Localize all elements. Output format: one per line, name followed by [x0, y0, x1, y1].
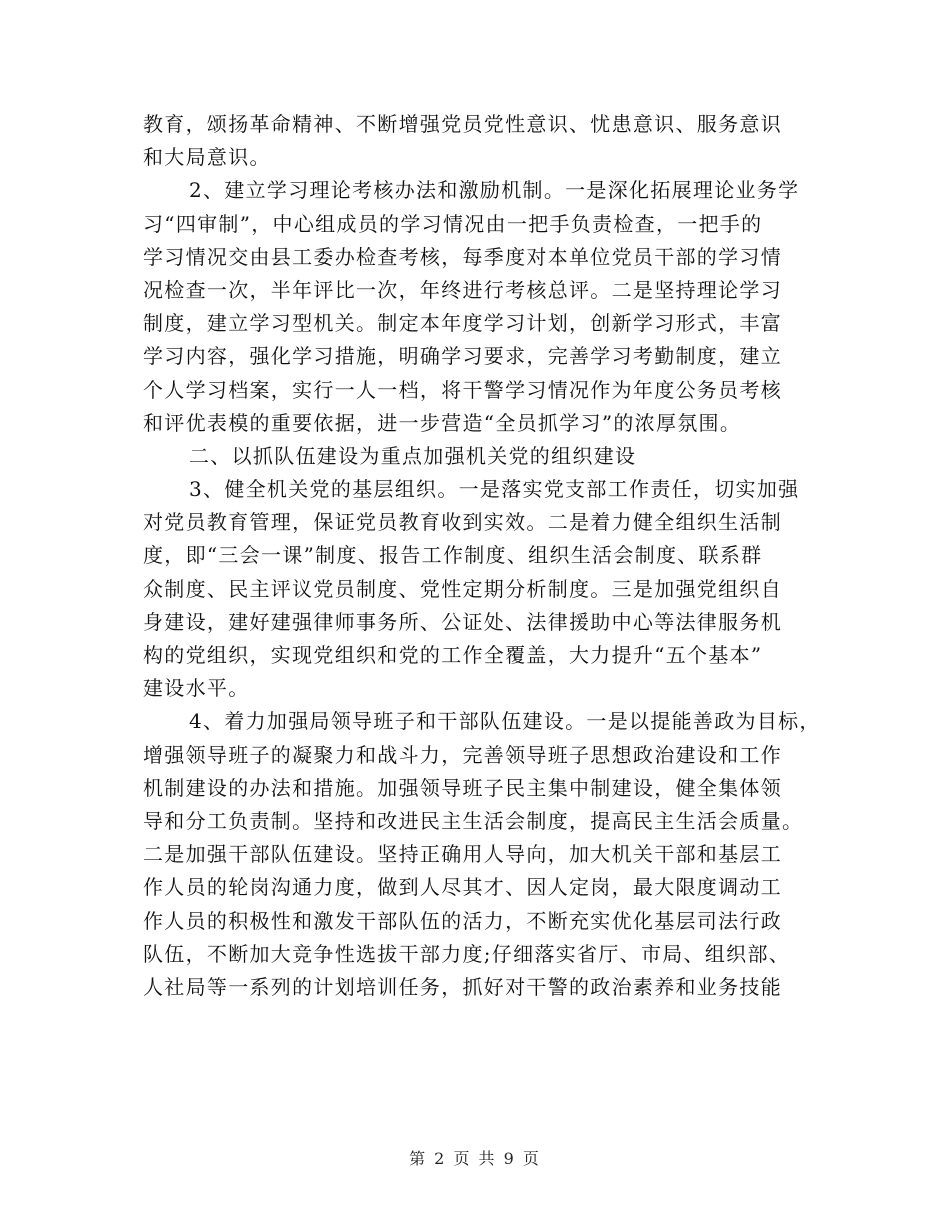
paragraph-item-2: [143, 174, 815, 440]
document-body: [143, 108, 821, 1004]
text-line: 教育，颂扬革命精神、不断增强党员党性意识、忧患意识、服务意识: [143, 112, 782, 136]
text-line: 导和分工负责制。坚持和改进民主生活会制度，提高民主生活会质量。: [143, 808, 804, 833]
text-line: 二是加强干部队伍建设。坚持正确用人导向，加大机关干部和基层工: [143, 842, 782, 867]
text-line: 增强领导班子的凝聚力和战斗力，完善领导班子思想政治建设和工作: [143, 742, 782, 767]
text-line: 和大局意识。: [143, 145, 271, 170]
paragraph-item-4: [143, 705, 821, 1004]
text-line: 身建设，建好建强律师事务所、公证处、法律援助中心等法律服务机: [143, 609, 782, 634]
text-line: 对党员教育管理，保证党员教育收到实效。二是着力健全组织生活制: [143, 510, 782, 535]
paragraph-continuation: [143, 108, 815, 174]
text-line: 作人员的积极性和激发干部队伍的活力，不断充实优化基层司法行政: [143, 908, 782, 933]
text-line: 习“四审制”，中心组成员的学习情况由一把手负责检查，一把手的: [143, 211, 763, 236]
text-line: 4、着力加强局领导班子和干部队伍建设。一是以提能善政为目标，: [189, 709, 821, 734]
text-line: 构的党组织，实现党组织和党的工作全覆盖，大力提升“五个基本”: [143, 643, 763, 667]
text-line: 学习情况交由县工委办检查考核，每季度对本单位党员干部的学习情: [143, 244, 782, 269]
text-line: 2、建立学习理论考核办法和激励机制。一是深化拓展理论业务学: [189, 178, 800, 203]
page-number-footer: 第 2 页 共 9 页: [409, 1149, 541, 1168]
text-line: 众制度、民主评议党员制度、党性定期分析制度。三是加强党组织自: [143, 576, 782, 601]
text-line: 度，即“三会一课”制度、报告工作制度、组织生活会制度、联系群: [143, 543, 763, 568]
text-line: 队伍，不断加大竞争性选拔干部力度;仔细落实省厅、市局、组织部、: [143, 941, 791, 966]
text-line: 况检查一次，半年评比一次，年终进行考核总评。二是坚持理论学习: [143, 277, 782, 302]
text-line: 人社局等一系列的计划培训任务，抓好对干警的政治素养和业务技能: [143, 974, 782, 999]
text-line: 建设水平。: [143, 676, 250, 701]
text-line: 3、健全机关党的基层组织。一是落实党支部工作责任，切实加强: [189, 477, 800, 502]
section-heading: [143, 440, 815, 473]
text-line: 作人员的轮岗沟通力度，做到人尽其才、因人定岗，最大限度调动工: [143, 875, 782, 900]
text-line: 个人学习档案，实行一人一档，将干警学习情况作为年度公务员考核: [143, 377, 782, 402]
text-line: 制度，建立学习型机关。制定本年度学习计划，创新学习形式，丰富: [143, 311, 782, 336]
paragraph-item-3: [143, 473, 815, 705]
section-heading-text: 二、以抓队伍建设为重点加强机关党的组织建设: [189, 443, 637, 468]
text-line: 和评优表模的重要依据，进一步营造“全员抓学习”的浓厚氛围。: [143, 410, 742, 435]
text-line: 学习内容，强化学习措施，明确学习要求，完善学习考勤制度，建立: [143, 344, 782, 369]
text-line: 机制建设的办法和措施。加强领导班子民主集中制建设，健全集体领: [143, 775, 782, 800]
